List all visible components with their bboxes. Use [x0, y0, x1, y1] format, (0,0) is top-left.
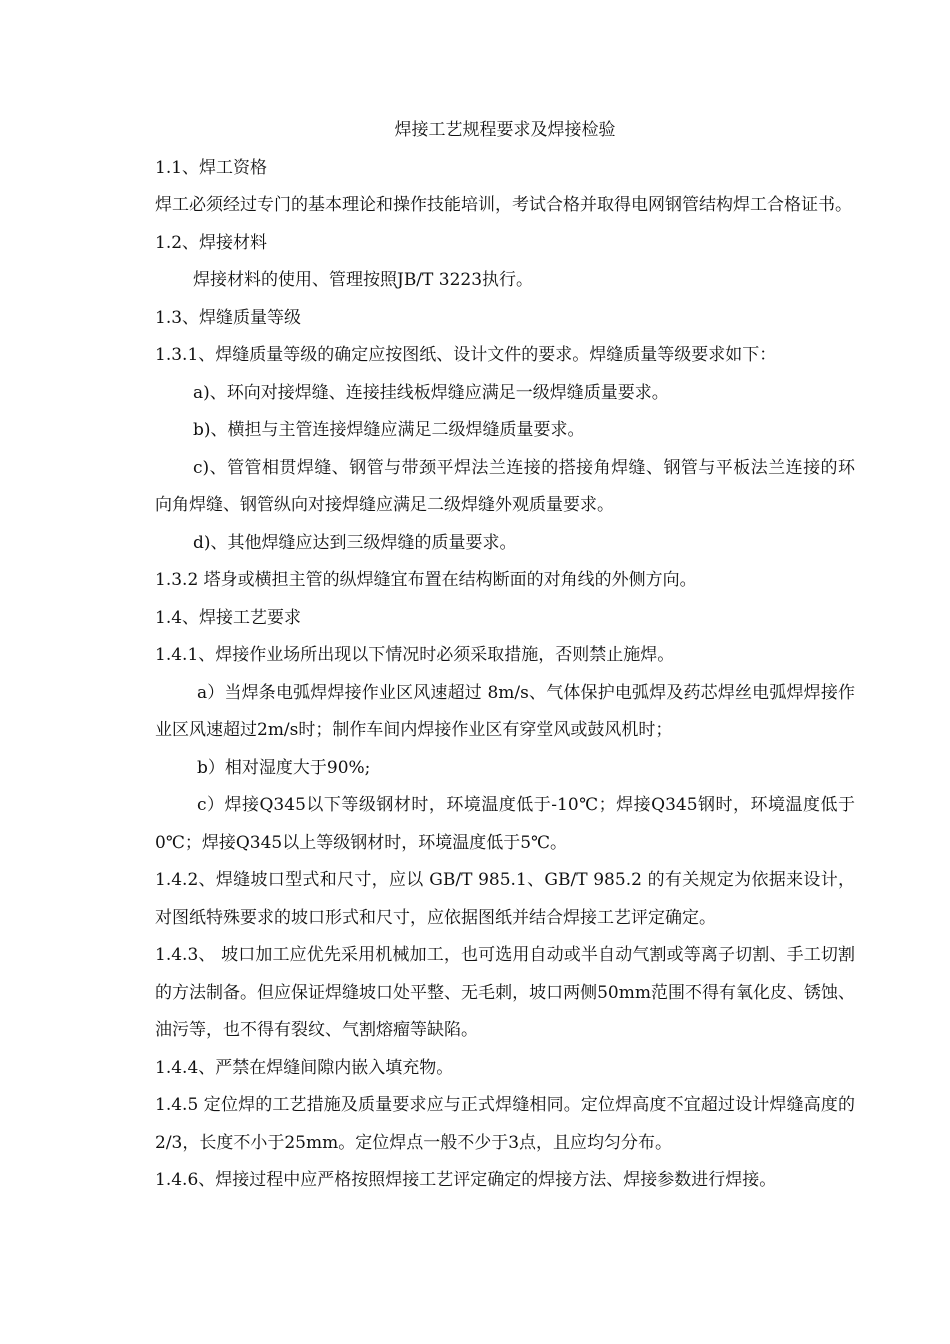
heading-1-3: 1.3、焊缝质量等级 — [155, 307, 302, 328]
paragraph-1-4-1: 1.4.1、焊接作业场所出现以下情况时必须采取措施，否则禁止施焊。 — [155, 645, 675, 665]
document-body — [155, 112, 855, 1200]
paragraph-1-3-2: 1.3.2 塔身或横担主管的纵焊缝宜布置在结构断面的对角线的外侧方向。 — [155, 570, 697, 590]
paragraph-1-4-5: 1.4.5 定位焊的工艺措施及质量要求应与正式焊缝相同。定位焊高度不宜超过设计焊缝高度的2/3，长度不小于25mm。定位焊点一般不少于3点，且应均匀分布。 — [155, 1095, 855, 1153]
paragraph-1-4-6: 1.4.6、焊接过程中应严格按照焊接工艺评定确定的焊接方法、焊接参数进行焊接。 — [155, 1170, 777, 1190]
list-item-d: d)、其他焊缝应达到三级焊缝的质量要求。 — [193, 532, 517, 553]
condition-b: b）相对湿度大于90%; — [197, 757, 371, 778]
paragraph-1-4-3: 1.4.3、 坡口加工应优先采用机械加工，也可选用自动或半自动气割或等离子切割、手工切割的方法制备。但应保证焊缝坡口处平整、无毛刺，坡口两侧50mm范围不得有氧化皮、锈蚀、油污等，也不得有裂纹、气割熔瘤等缺陷。 — [155, 945, 855, 1040]
list-item-b: b)、横担与主管连接焊缝应满足二级焊缝质量要求。 — [193, 420, 585, 440]
condition-a: a）当焊条电弧焊焊接作业区风速超过 8m/s、气体保护电弧焊及药芯焊丝电弧焊焊接作业区风速超过2m/s时；制作车间内焊接作业区有穿堂风或鼓风机时； — [155, 682, 855, 740]
paragraph-welding-materials: 焊接材料的使用、管理按照JB/T 3223执行。 — [193, 270, 534, 290]
document-title: 焊接工艺规程要求及焊接检验 — [394, 120, 616, 140]
paragraph-1-3-1: 1.3.1、焊缝质量等级的确定应按图纸、设计文件的要求。焊缝质量等级要求如下： — [155, 345, 777, 365]
paragraph-1-4-4: 1.4.4、严禁在焊缝间隙内嵌入填充物。 — [155, 1057, 454, 1078]
list-item-a: a)、环向对接焊缝、连接挂线板焊缝应满足一级焊缝质量要求。 — [193, 382, 669, 403]
heading-1-1: 1.1、焊工资格 — [155, 157, 268, 178]
paragraph-1-4-2: 1.4.2、焊缝坡口型式和尺寸，应以 GB/T 985.1、GB/T 985.2 的有关规定为依据来设计，对图纸特殊要求的坡口形式和尺寸，应依据图纸并结合焊接工艺评定确定。 — [155, 870, 855, 928]
heading-1-4: 1.4、焊接工艺要求 — [155, 607, 302, 628]
list-item-c: c)、管管相贯焊缝、钢管与带颈平焊法兰连接的搭接角焊缝、钢管与平板法兰连接的环向角焊缝、钢管纵向对接焊缝应满足二级焊缝外观质量要求。 — [155, 457, 855, 515]
heading-1-2: 1.2、焊接材料 — [155, 232, 268, 253]
paragraph-welder-qualification: 焊工必须经过专门的基本理论和操作技能培训，考试合格并取得电网钢管结构焊工合格证书。 — [155, 195, 852, 215]
condition-c: c）焊接Q345以下等级钢材时，环境温度低于-10℃；焊接Q345钢时，环境温度低于0℃；焊接Q345以上等级钢材时，环境温度低于5℃。 — [155, 795, 855, 853]
